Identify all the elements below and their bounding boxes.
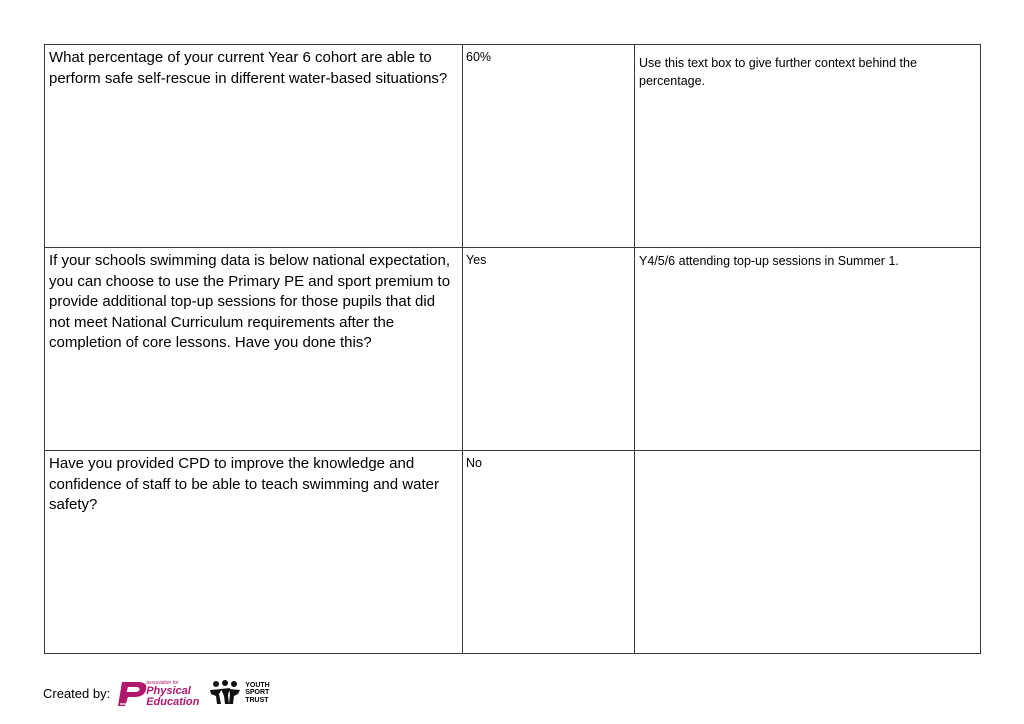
yst-line-2: SPORT: [245, 689, 270, 697]
question-text: If your schools swimming data is below national expectation, you can choose to use the Primary PE and sport premium to provide additional top-up sessions for those pupils that did not meet National Curriculum requirements after the completion of core lessons. Have you done this?: [49, 252, 451, 351]
question-cell: [45, 451, 463, 654]
context-cell[interactable]: [635, 248, 981, 451]
context-text: [635, 451, 980, 455]
answer-cell[interactable]: [463, 248, 635, 451]
yst-line-3: TRUST: [245, 696, 269, 704]
answer-text: No: [466, 456, 482, 470]
context-text: Y4/5/6 attending top-up sessions in Summer 1.: [639, 254, 899, 268]
afpe-logo: [116, 678, 204, 708]
question-text: What percentage of your current Year 6 cohort are able to perform safe self-rescue in different water-based situations?: [49, 49, 448, 87]
question-text: Have you provided CPD to improve the knowledge and confidence of staff to be able to teach swimming and water safety?: [49, 455, 439, 513]
context-text: Use this text box to give further context behind the percentage.: [639, 56, 917, 88]
answer-text: 60%: [466, 50, 492, 64]
table-row: [45, 451, 981, 654]
afpe-wordmark: [146, 680, 199, 708]
answer-text: Yes: [466, 253, 487, 267]
youth-sport-trust-mark-icon: [208, 680, 242, 706]
question-cell: [45, 248, 463, 451]
afpe-line-3: Education: [146, 696, 200, 708]
yst-line-1: YOUTH: [245, 681, 270, 689]
yst-wordmark: [245, 682, 270, 705]
answer-cell[interactable]: [463, 451, 635, 654]
table-row: [45, 248, 981, 451]
question-cell: [45, 45, 463, 248]
swimming-data-table: [44, 44, 981, 654]
footer: [43, 676, 270, 710]
context-cell[interactable]: [635, 451, 981, 654]
afpe-line-1: association for: [146, 680, 179, 686]
answer-cell[interactable]: [463, 45, 635, 248]
table-row: [45, 45, 981, 248]
youth-sport-trust-logo: [208, 680, 270, 706]
afpe-line-2: Physical: [146, 685, 191, 697]
afpe-mark-icon: [116, 678, 150, 708]
created-by-label: Created by:: [43, 685, 111, 701]
context-cell[interactable]: [635, 45, 981, 248]
